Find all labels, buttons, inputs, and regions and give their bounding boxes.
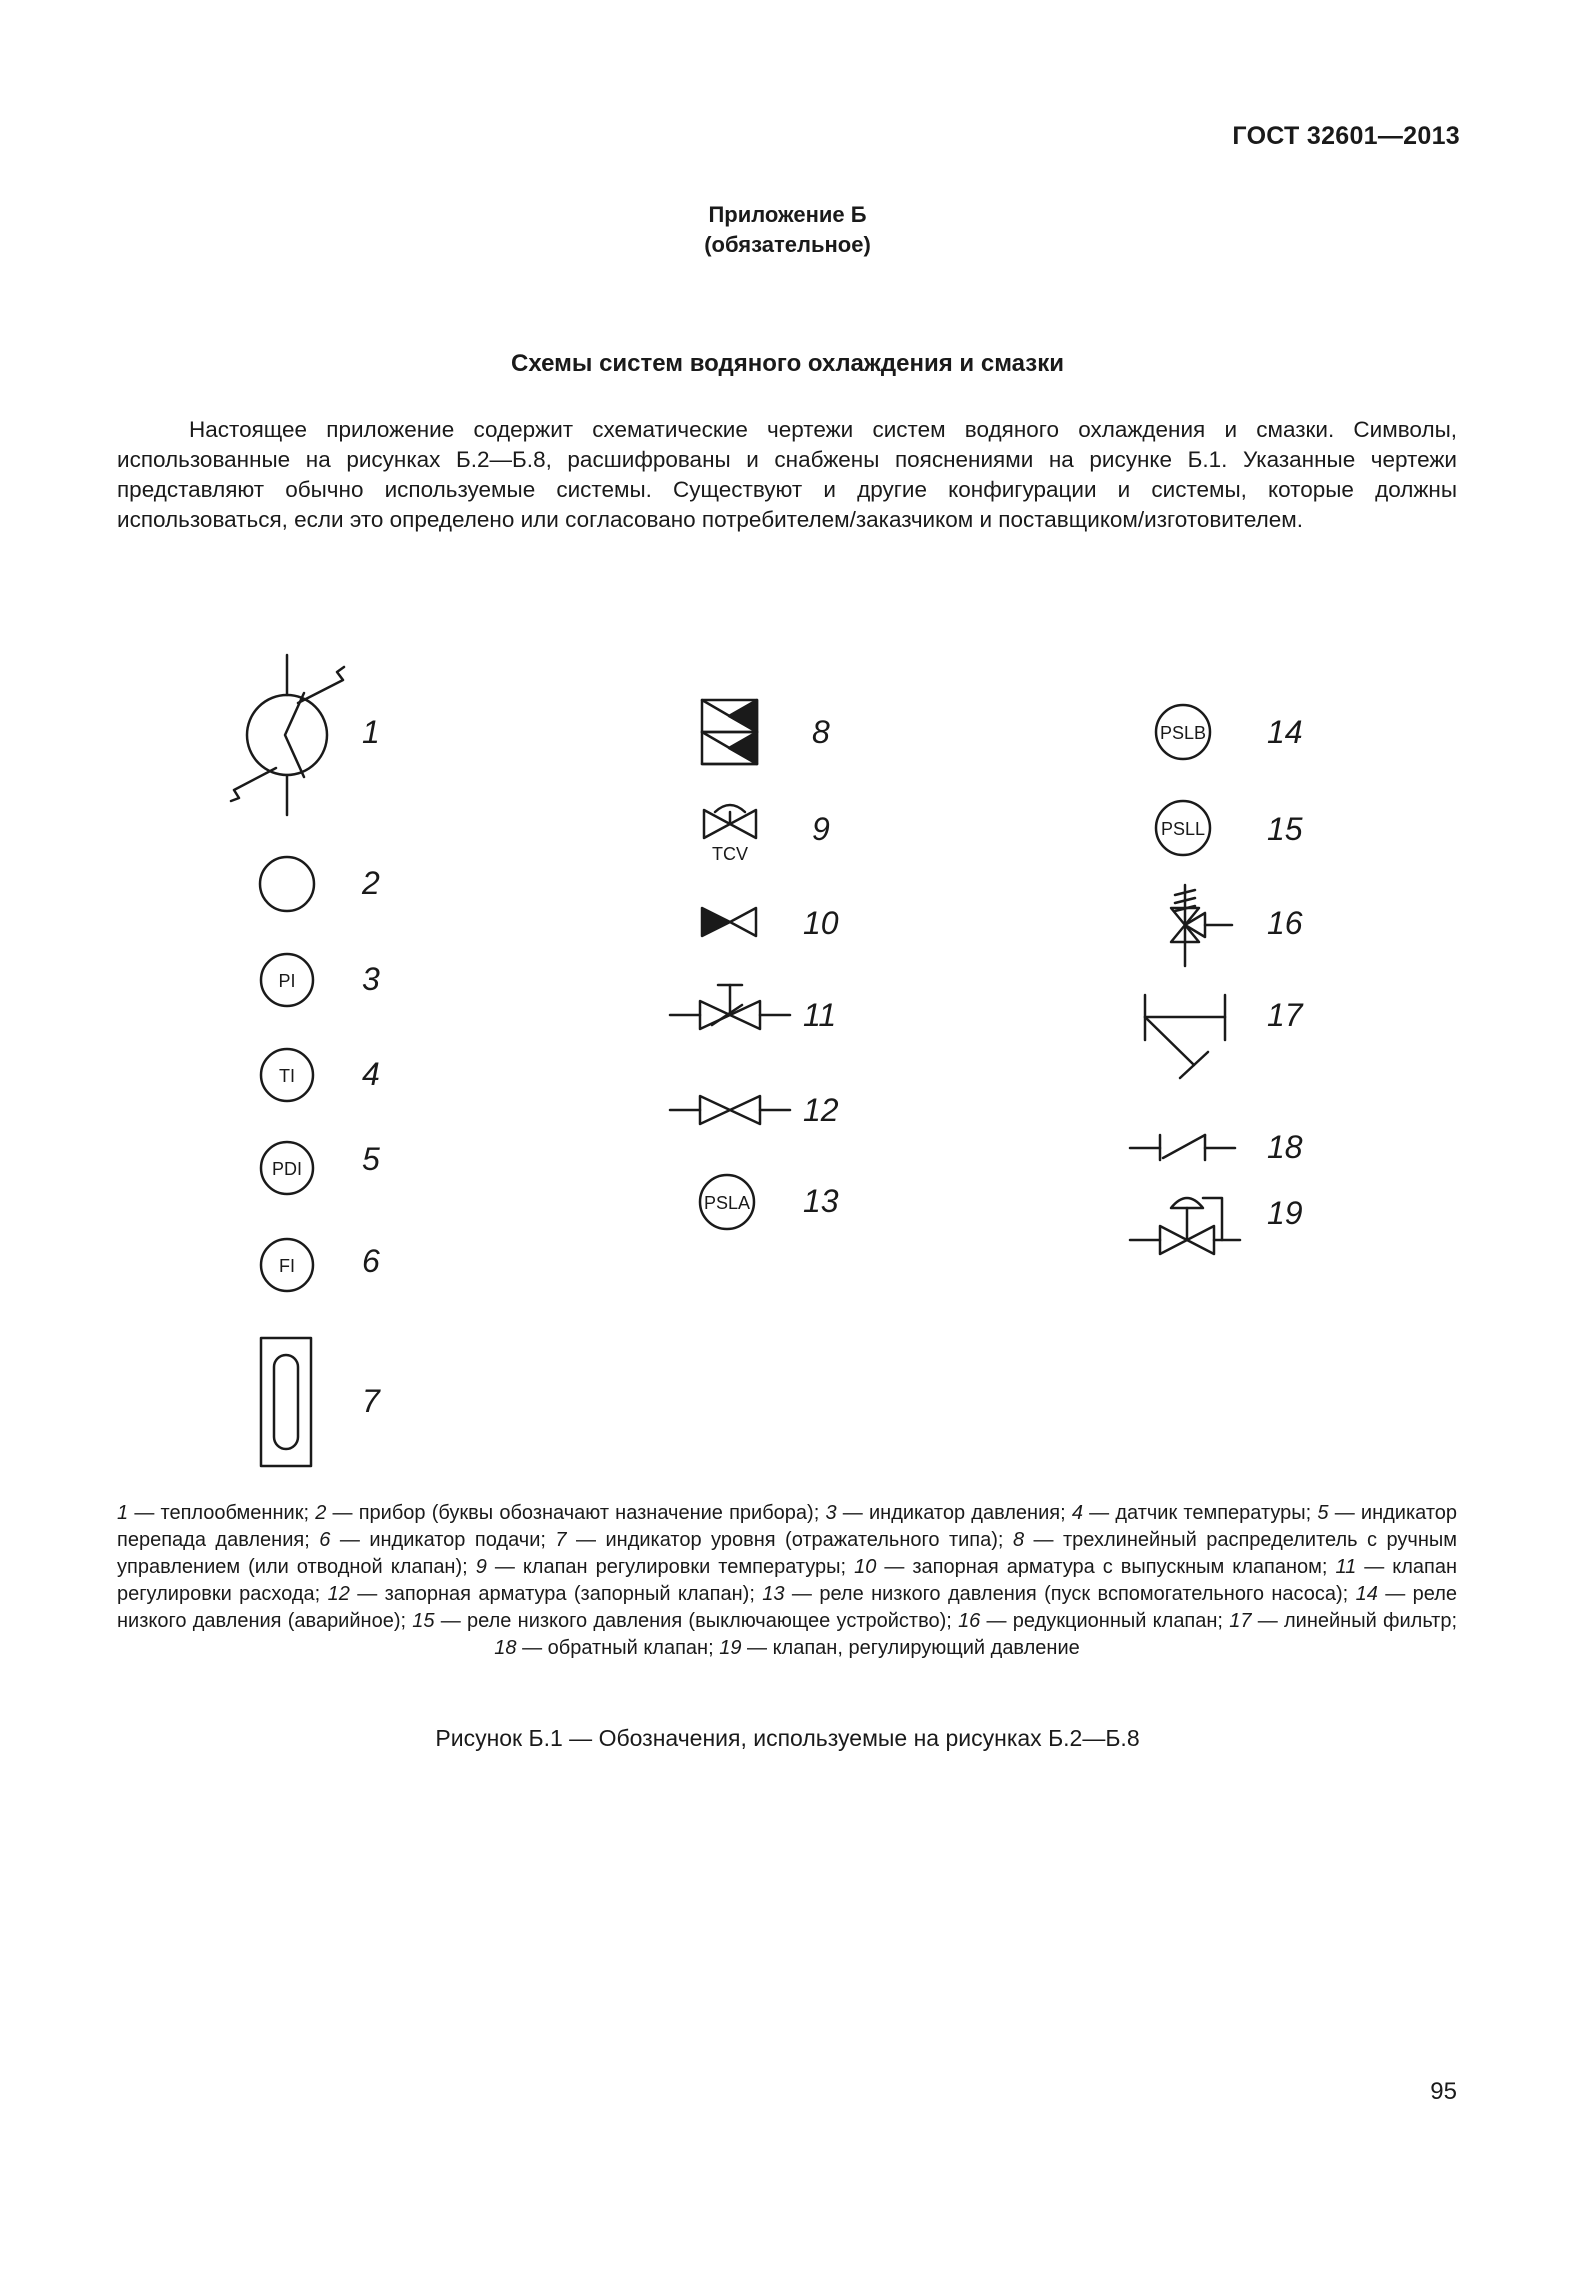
legend-text: — клапан регулировки расхода; [117, 1556, 1458, 1605]
legend-text: — прибор (буквы обозначают назначение прибора); [326, 1502, 826, 1524]
legend-text: — запорная арматура (запорный клапан); [349, 1583, 763, 1605]
legend-number: 10 [854, 1556, 877, 1578]
symbol-number-7: 7 [362, 1383, 380, 1419]
annex-title: Приложение Б [708, 202, 867, 227]
symbol-number-18: 18 [1267, 1129, 1303, 1165]
symbol-number-10: 10 [803, 905, 839, 941]
legend-text: — реле низкого давления (аварийное); [117, 1583, 1458, 1632]
legend-number: 13 [762, 1583, 785, 1605]
three-way-valve-symbol [702, 700, 757, 764]
symbol-number-19: 19 [1267, 1195, 1303, 1231]
legend-text: — теплообменник; [128, 1502, 316, 1524]
intro-paragraph: Настоящее приложение содержит схематические чертежи систем водяного охлаждения и смазки. Символы, использованные на рисунках Б.2—Б.8, расшифрованы и снабжены пояснениями на рисунке Б.1. Указанные чертежи представляют обычно используемые системы. Существуют и другие конфигурации и системы, которые должны использоваться, если это определено или согласовано потребителем/заказчиком и поставщиком/изготовителем. [117, 417, 1457, 532]
symbol-number-16: 16 [1267, 905, 1303, 941]
legend-number: 3 [825, 1502, 837, 1524]
legend-text: — индикатор перепада давления; [117, 1502, 1458, 1551]
symbol-label-ti: TI [279, 1066, 295, 1086]
standard-number: ГОСТ 32601—2013 [1232, 122, 1460, 150]
legend-number: 15 [412, 1610, 435, 1632]
legend-number: 14 [1355, 1583, 1378, 1605]
symbol-label-psll: PSLL [1160, 819, 1206, 839]
legend-text: — линейный фильтр; [1251, 1610, 1458, 1632]
symbol-label-pdi: PDI [271, 1159, 303, 1179]
heat-exchanger-symbol [231, 655, 344, 815]
annex-status: (обязательное) [704, 232, 871, 257]
legend-number: 18 [494, 1637, 517, 1659]
instrument-symbol [260, 857, 314, 911]
pressure-control-valve-symbol [1130, 1198, 1240, 1254]
block-and-bleed-valve-symbol [702, 908, 756, 936]
legend-number: 6 [319, 1529, 331, 1551]
legend-text: — датчик температуры; [1082, 1502, 1318, 1524]
legend-text: — реле низкого давления (выключающее устройство); [434, 1610, 959, 1632]
legend-text: — обратный клапан; [516, 1637, 720, 1659]
legend-number: 17 [1229, 1610, 1252, 1632]
legend-number: 7 [555, 1529, 567, 1551]
level-indicator-symbol [261, 1338, 311, 1466]
symbol-number-14: 14 [1267, 714, 1303, 750]
symbol-label-pi: PI [278, 971, 296, 991]
legend-text: — трехлинейный распределитель с ручным управлением (или отводной клапан); [117, 1529, 1458, 1578]
legend-text: — редукционный клапан; [980, 1610, 1230, 1632]
symbol-number-5: 5 [362, 1141, 380, 1177]
legend-number: 11 [1335, 1556, 1357, 1578]
legend-number: 4 [1071, 1502, 1083, 1524]
legend-number: 1 [117, 1502, 129, 1524]
legend-text: — индикатор подачи; [330, 1529, 556, 1551]
symbols-figure [0, 640, 1575, 1470]
legend-number: 9 [475, 1556, 487, 1578]
symbol-number-12: 12 [803, 1092, 839, 1128]
symbol-number-9: 9 [812, 811, 830, 847]
legend-number: 2 [315, 1502, 327, 1524]
symbol-number-6: 6 [362, 1243, 380, 1279]
symbol-number-1: 1 [362, 714, 380, 750]
legend-text: — реле низкого давления (пуск вспомогательного насоса); [784, 1583, 1356, 1605]
page-number: 95 [1430, 2078, 1457, 2105]
symbol-number-8: 8 [812, 714, 830, 750]
symbol-number-17: 17 [1267, 997, 1303, 1033]
figure-caption: Рисунок Б.1 — Обозначения, используемые на рисунках Б.2—Б.8 [435, 1725, 1140, 1751]
symbol-number-11: 11 [803, 997, 837, 1033]
symbol-label-tcv: TCV [712, 844, 748, 864]
section-title: Схемы систем водяного охлаждения и смазки [511, 350, 1064, 377]
symbol-label-fi: FI [279, 1256, 295, 1276]
legend-number: 19 [719, 1637, 742, 1659]
legend-number: 5 [1317, 1502, 1329, 1524]
symbol-number-13: 13 [803, 1183, 839, 1219]
line-strainer-symbol [1145, 995, 1225, 1078]
symbol-number-2: 2 [362, 865, 380, 901]
pressure-reducing-valve-symbol [1171, 885, 1232, 966]
legend-number: 16 [958, 1610, 981, 1632]
shutoff-valve-symbol [670, 1096, 790, 1124]
legend-number: 8 [1012, 1529, 1025, 1551]
legend-text: — индикатор уровня (отражательного типа); [566, 1529, 1013, 1551]
legend-text: — индикатор давления; [836, 1502, 1072, 1524]
temperature-control-valve-symbol [704, 805, 756, 838]
legend-text: — запорная арматура с выпускным клапаном; [876, 1556, 1336, 1578]
legend-text: — клапан регулировки температуры; [486, 1556, 855, 1578]
figure-legend [117, 1500, 1457, 1662]
annex-heading [0, 200, 1575, 260]
legend-number: 12 [327, 1583, 350, 1605]
symbol-label-pslb: PSLB [1159, 723, 1207, 743]
symbol-label-psla: PSLA [703, 1193, 751, 1213]
flow-control-valve-symbol [670, 985, 790, 1029]
symbol-number-15: 15 [1267, 811, 1303, 847]
legend-text: — клапан, регулирующий давление [741, 1637, 1080, 1659]
check-valve-symbol [1130, 1135, 1235, 1160]
symbol-number-4: 4 [362, 1056, 380, 1092]
symbol-number-3: 3 [362, 961, 380, 997]
